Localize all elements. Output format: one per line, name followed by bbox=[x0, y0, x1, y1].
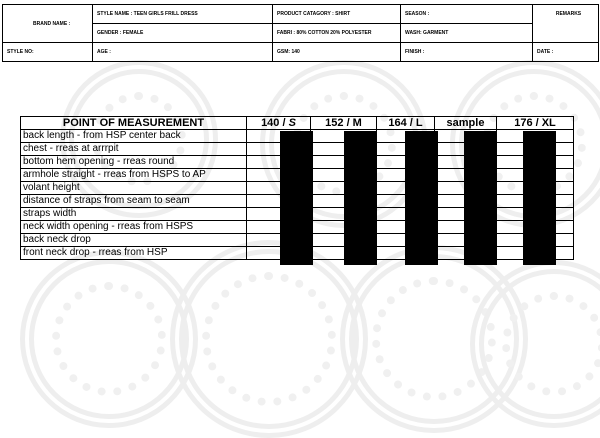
header-info-table bbox=[2, 4, 599, 62]
measurement-label: volant height bbox=[21, 182, 247, 195]
measurement-label: back neck drop bbox=[21, 234, 247, 247]
measurement-label: distance of straps from seam to seam bbox=[21, 195, 247, 208]
watermark-ring bbox=[470, 260, 600, 428]
measurement-label: neck width opening - rreas from HSPS bbox=[21, 221, 247, 234]
watermark-ring bbox=[20, 250, 198, 428]
size-164-header: 164 / L bbox=[377, 117, 435, 130]
pom-header: POINT OF MEASUREMENT bbox=[21, 117, 247, 130]
redacted-column-164 bbox=[405, 131, 438, 265]
size-176-header: 176 / XL bbox=[497, 117, 574, 130]
product-category-cell: PRODUCT CATAGORY : SHIRT bbox=[273, 5, 401, 24]
measurement-label: front neck drop - rreas from HSP bbox=[21, 247, 247, 260]
size-140-number: 140 / bbox=[261, 117, 289, 129]
size-152-header: 152 / M bbox=[311, 117, 377, 130]
measurement-label: bottom hem opening - rreas round bbox=[21, 156, 247, 169]
measurement-label: chest - rreas at arrrpit bbox=[21, 143, 247, 156]
season-cell: SEASON : bbox=[401, 5, 533, 24]
finish-cell: FINISH : bbox=[401, 43, 533, 62]
style-no-cell: STYLE NO: bbox=[3, 43, 93, 62]
redacted-column-176 bbox=[523, 131, 556, 265]
measurement-label: armhole straight - rreas from HSPS to AP bbox=[21, 169, 247, 182]
gender-cell: GENDER : FEMALE bbox=[93, 24, 273, 43]
redacted-column-140 bbox=[280, 131, 313, 265]
measurement-label: back length - from HSP center back bbox=[21, 130, 247, 143]
wash-cell: WASH: GARMENT bbox=[401, 24, 533, 43]
watermark-ring bbox=[170, 240, 368, 438]
measurement-label: straps width bbox=[21, 208, 247, 221]
brand-name-label: BRAND NAME : bbox=[3, 5, 93, 43]
sample-header: sample bbox=[435, 117, 497, 130]
size-140-letter: S bbox=[288, 117, 296, 129]
redacted-column-sample bbox=[464, 131, 497, 265]
date-cell: DATE : bbox=[533, 43, 599, 62]
fabric-cell: FABRI : 80% COTTON 20% POLYESTER bbox=[273, 24, 401, 43]
age-cell: AGE : bbox=[93, 43, 273, 62]
style-name-cell: STYLE NAME : TEEN GIRLS FRILL DRESS bbox=[93, 5, 273, 24]
size-140-header bbox=[247, 117, 311, 130]
redacted-column-152 bbox=[344, 131, 377, 265]
measurement-header-row bbox=[21, 117, 574, 130]
gsm-cell: GSM: 140 bbox=[273, 43, 401, 62]
remarks-cell: REMARKS bbox=[533, 5, 599, 43]
watermark-ring bbox=[340, 245, 528, 433]
